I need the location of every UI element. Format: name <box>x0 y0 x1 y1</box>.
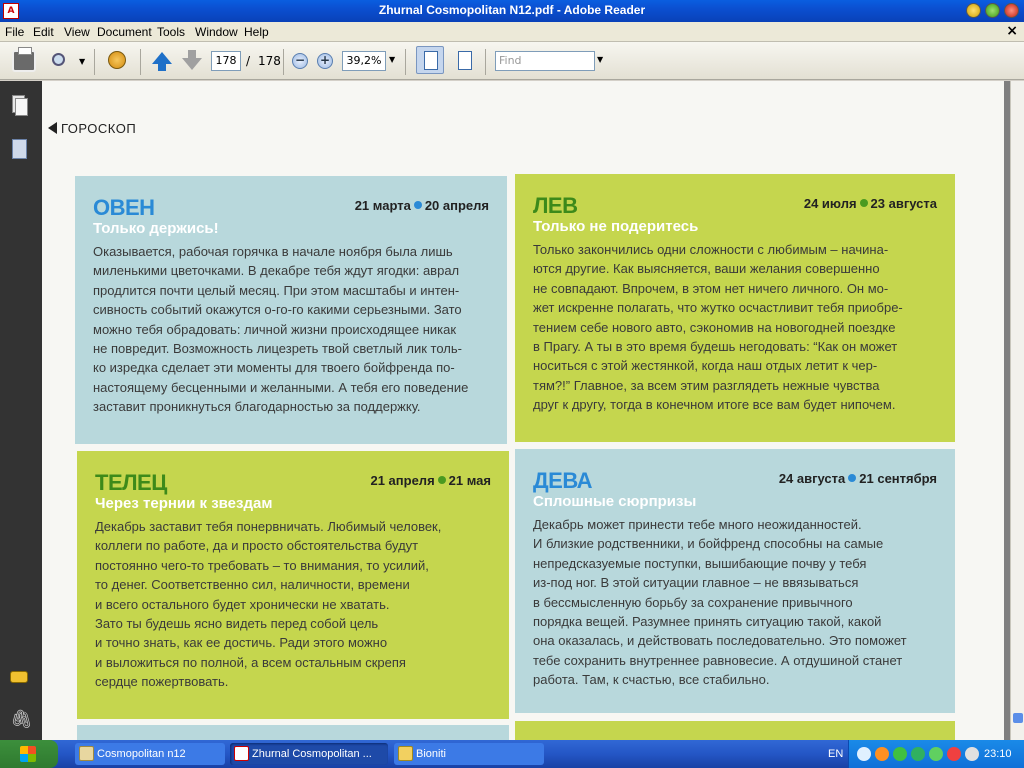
close-button[interactable] <box>1004 3 1019 18</box>
sign-subtitle: Через тернии к звездам <box>95 495 273 512</box>
language-indicator[interactable]: EN <box>828 748 844 760</box>
page-separator: / <box>246 54 251 68</box>
sign-subtitle: Только не подеритесь <box>533 218 699 235</box>
page-total: 178 <box>258 54 281 68</box>
sign-text: Декабрь может принести тебе много неожиданностей. И близкие родственники, и бойфренд способны на самые непредсказуемые поступки, вышибающие почву у тебя из-под ног. В этой ситуации главное – не ввязываться в бессмысленную борьбу за сохранение привычного порядка вещей. Разумнее принять ситуацию такой, какой она оказалась, и действовать последовательно. Это поможет тебе сохранить внутреннее равновесие. А отдушиной станет работа. Там, к счастью, все стабильно. <box>533 517 907 688</box>
comments-icon[interactable] <box>10 669 28 691</box>
toolbar-separator <box>405 49 406 75</box>
zoom-in-button[interactable]: + <box>317 53 333 69</box>
sign-dates: 21 марта 20 апреля <box>354 198 489 213</box>
toolbar-separator <box>485 49 486 75</box>
arrow-down-icon <box>182 58 202 70</box>
tray-icon[interactable] <box>893 747 907 761</box>
windows-logo-icon <box>20 746 36 762</box>
menu-edit[interactable]: Edit <box>33 25 54 39</box>
title-bar <box>0 0 1024 22</box>
document-area <box>42 81 1010 740</box>
sign-name: ТЕЛЕЦ <box>95 470 167 495</box>
menu-tools[interactable]: Tools <box>157 25 186 39</box>
pages-panel-icon[interactable] <box>10 95 28 117</box>
previous-page-button[interactable] <box>150 50 174 72</box>
horoscope-box-partial <box>77 725 509 740</box>
sign-text: Декабрь заставит тебя понервничать. Любимый человек, коллеги по работе, да и просто обстоятельства будут постоянно чего-то требовать – то внимания, то усилий, то денег. Соответственно сил, наличности, времени и всего остального будет хронически не хватать. Зато ты будешь ясно видеть перед собой цель и точно знать, как ее достичь. Ради этого можно и выложиться по полной, а всем остальным скрепя сердце пожертвовать. <box>95 519 442 690</box>
tray-icon[interactable] <box>947 747 961 761</box>
tray-icon[interactable] <box>911 747 925 761</box>
page-number-input[interactable]: 178 <box>211 51 241 71</box>
menu-help[interactable]: Help <box>244 25 269 39</box>
chevron-down-icon: ▼ <box>79 57 86 66</box>
taskbar-item-bioniti[interactable]: Bioniti <box>394 743 544 765</box>
section-label: ГОРОСКОП <box>48 121 136 136</box>
sign-subtitle: Только держись! <box>93 220 219 237</box>
horoscope-box-aries <box>75 176 507 444</box>
triangle-left-icon <box>48 122 57 134</box>
sign-text: Оказывается, рабочая горячка в начале ноября была лишь миленькими цветочками. В декабре тебя ждут ягодки: аврал продлится почти целый месяц. При этом масштабы и интен- сивность событий окажутся о-го-го какими серьезными. Зато можно тебя обрадовать: личной жизни происходящее никак не повредит. Возможность лицезреть твой светлый лик толь- ко изредка сделает эти моменты для твоего бойфренда по- настоящему бесценными и желанными. А тебя его поведение заставит проникнуться благодарностью за поддержку. <box>93 244 469 415</box>
attachments-icon[interactable]: 🖇 <box>10 709 33 730</box>
search-icon <box>52 53 65 66</box>
find-input[interactable]: Find <box>495 51 595 71</box>
folder-icon <box>398 746 413 761</box>
globe-icon <box>108 51 126 69</box>
menu-bar <box>0 22 1024 42</box>
menu-view[interactable]: View <box>64 25 90 39</box>
menu-file[interactable]: File <box>5 25 25 39</box>
maximize-button[interactable] <box>985 3 1000 18</box>
minimize-button[interactable] <box>966 3 981 18</box>
horoscope-box-taurus <box>77 451 509 719</box>
tray-icon[interactable] <box>857 747 871 761</box>
sign-name: ЛЕВ <box>533 193 578 218</box>
zoom-out-button[interactable]: − <box>292 53 308 69</box>
menu-document[interactable]: Document <box>97 25 152 39</box>
tray-icon[interactable] <box>875 747 889 761</box>
menu-window[interactable]: Window <box>195 25 238 39</box>
fit-width-button[interactable] <box>453 48 477 72</box>
clock: 23:10 <box>984 748 1012 760</box>
folder-icon <box>79 746 94 761</box>
toolbar-separator <box>283 49 284 75</box>
horoscope-box-virgo <box>515 449 955 713</box>
scrollbar-thumb[interactable] <box>1013 713 1023 723</box>
sign-dates: 24 июля 23 августа <box>803 196 937 211</box>
close-document-icon[interactable]: × <box>1006 23 1018 39</box>
arrow-up-icon <box>152 52 172 64</box>
zoom-input[interactable]: 39,2% <box>342 51 386 71</box>
search-button[interactable] <box>50 50 86 72</box>
taskbar-item-adobe-reader[interactable]: Zhurnal Cosmopolitan ... <box>230 743 388 765</box>
adobe-reader-icon: A <box>3 3 19 19</box>
sign-name: ОВЕН <box>93 195 155 220</box>
print-icon[interactable] <box>12 50 36 72</box>
tray-icon[interactable] <box>965 747 979 761</box>
toolbar-separator <box>140 49 141 75</box>
window-title: Zhurnal Cosmopolitan N12.pdf - Adobe Reader <box>378 3 646 17</box>
next-page-button[interactable] <box>180 50 204 72</box>
start-button[interactable] <box>0 740 58 768</box>
bookmarks-panel-icon[interactable] <box>10 139 28 161</box>
sign-dates: 24 августа 21 сентября <box>778 471 937 486</box>
vertical-scrollbar[interactable] <box>1010 81 1024 740</box>
sign-subtitle: Сплошные сюрпризы <box>533 493 697 510</box>
pdf-page <box>42 81 1004 740</box>
email-button[interactable] <box>106 50 130 72</box>
horoscope-box-leo <box>515 174 955 442</box>
pdf-icon <box>234 746 249 761</box>
horoscope-box-partial <box>515 721 955 740</box>
sign-dates: 21 апреля 21 мая <box>370 473 491 488</box>
zoom-dropdown-icon[interactable]: ▼ <box>389 55 396 64</box>
toolbar-separator <box>94 49 95 75</box>
taskbar-item-cosmopolitan[interactable]: Cosmopolitan n12 <box>75 743 225 765</box>
taskbar <box>0 740 1024 768</box>
tray-icon[interactable] <box>929 747 943 761</box>
navigation-panel <box>0 81 42 740</box>
find-dropdown-icon[interactable]: ▼ <box>597 55 604 64</box>
sign-name: ДЕВА <box>533 468 593 493</box>
fit-page-button[interactable] <box>416 46 444 74</box>
sign-text: Только закончились одни сложности с любимым – начина- ются другие. Как выясняется, ваши желания совершенно не совпадают. Впрочем, в этом нет ничего личного. Он мо- жет искренне полагать, что жутко осчастливит тебя приобре- тением себе нового авто, сэкономив на новогодней поездке в Прагу. А ты в это время будешь негодовать: “Как он может носиться с этой жестянкой, когда наш отдых летит к чер- тям?!” Главное, за всем этим разглядеть нежные чувства друг к другу, тогда в конечном итоге все вам будет нипочем. <box>533 242 903 413</box>
